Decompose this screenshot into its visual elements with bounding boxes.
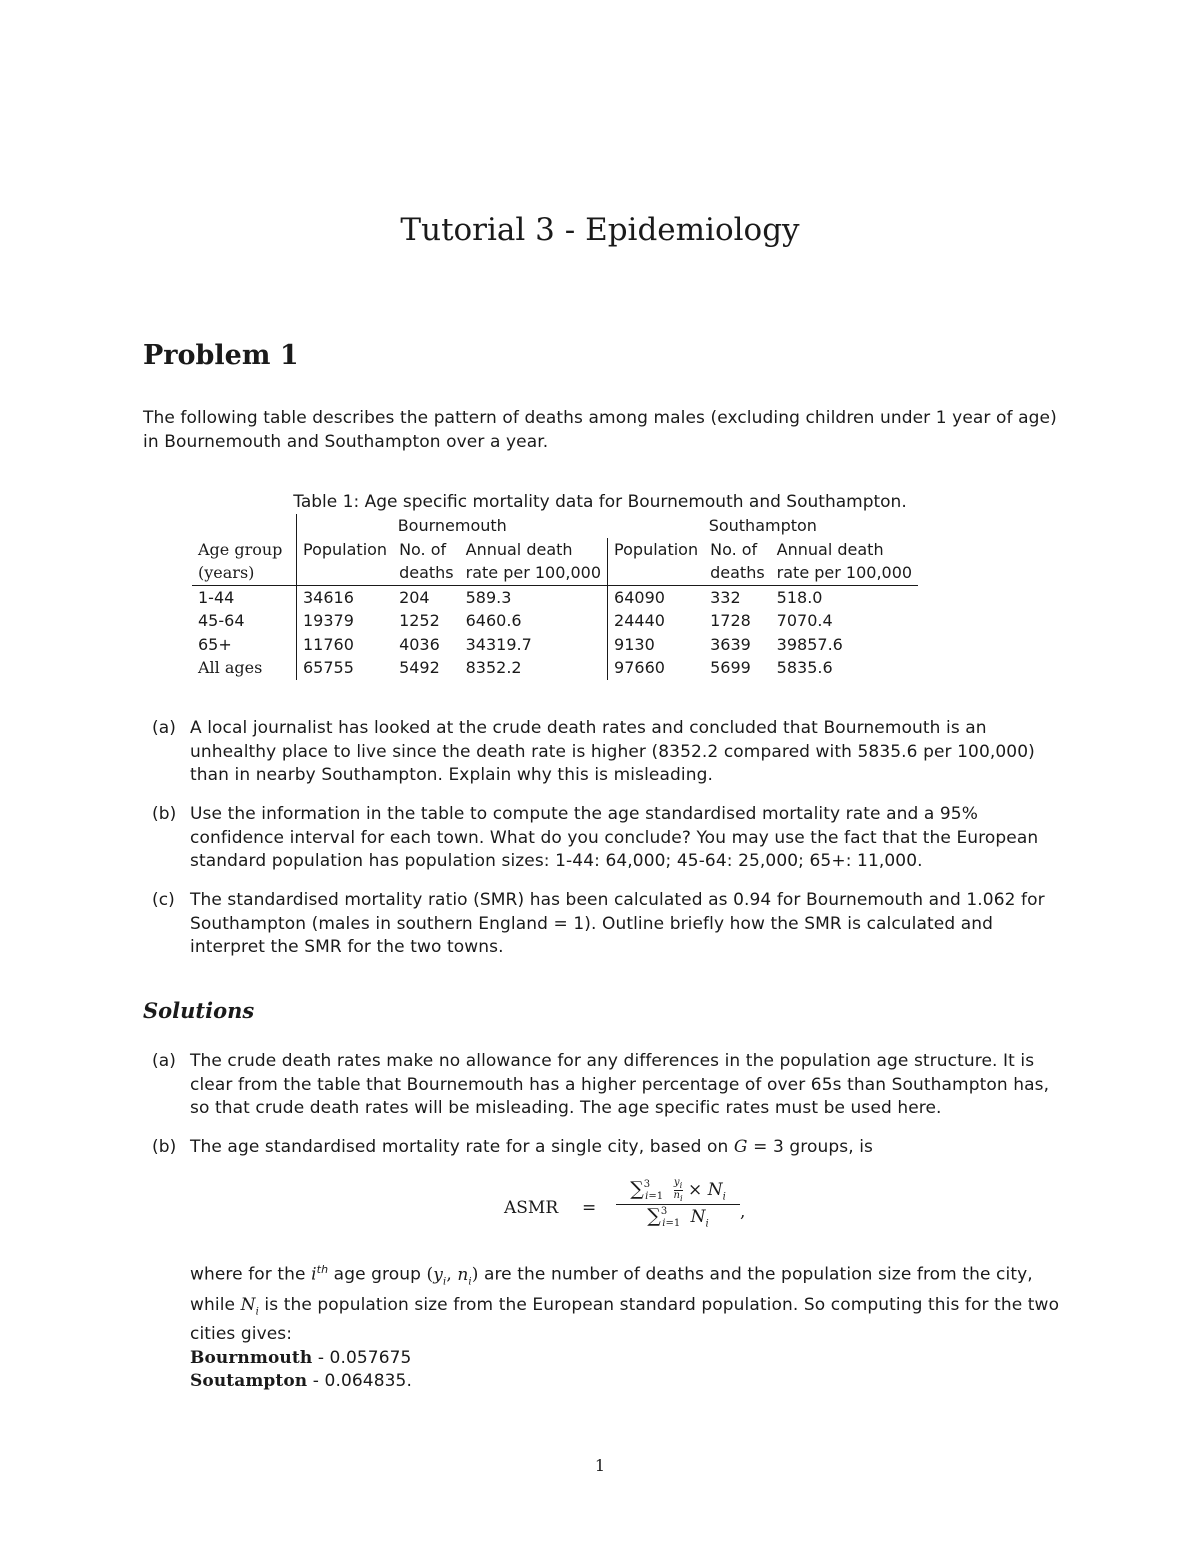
table-cell: 4036 [399,634,440,654]
table-cell: 7070.4 [776,611,833,630]
result-value: - 0.057675 [317,1347,412,1368]
table-row [192,585,918,609]
formula-fraction [616,1178,740,1231]
table-cell: 9130 [608,633,705,657]
table-cell: 34616 [297,585,394,609]
table-cell: 589.3 [465,587,512,607]
table-header-cell [297,561,394,585]
table-header-cell: rate per 100,000 [771,561,918,585]
solution-label: (b) [152,1137,177,1157]
solution-text: The crude death rates make no allowance for any differences in the population age structure. It is clear from the table that Bournemouth has a higher percentage of over 65s than Southampton has, so that crude death rates will be misleading. The age specific rates must be used here. [190,1051,1050,1118]
table-cell: 6460.6 [465,611,522,630]
table-header-cell: Annual death [465,539,573,559]
table-cell: 39857.6 [776,634,843,654]
table-row [192,609,918,633]
question-label: (c) [152,890,175,910]
table-cell: 1252 [399,611,440,630]
table-cell: 11760 [297,633,394,657]
result-label: Bournmouth [190,1347,313,1368]
table-header-cell: No. of [399,539,447,559]
table-header-cell: deaths [393,561,460,585]
question-label: (a) [152,718,176,738]
table-group-header-row [192,514,918,538]
table-header-row [192,561,918,585]
page-number: 1 [594,1456,606,1475]
question-text: A local journalist has looked at the crude death rates and concluded that Bournemouth is an unhealthy place to live since the death rate is higher (8352.2 compared with 5835.6 per 100,000) than in nearby Southampton. Explain why this is misleading. [190,718,1035,785]
intro-paragraph: The following table describes the pattern of deaths among males (excluding children under 1 year of age) in Bournemouth and Southampton over a year. [143,408,1057,452]
table-cell: 5699 [710,658,751,677]
group-header-southampton: Southampton [708,516,817,535]
table-cell: 24440 [608,609,705,633]
question-text: Use the information in the table to compute the age standardised mortality rate and a 95% confidence interval for each town. What do you conclude? You may use the fact that the European standard population has population sizes: 1-44: 64,000; 45-64: 25,000; 65+: 11,000. [190,804,1039,871]
table-header-row [192,538,918,562]
table-header-cell: Age group [198,539,283,559]
formula-numerator: $\sum^3_{i=1} \frac{y_i}{n_i} \times N_i$ [630,1177,726,1203]
table-header-cell: Population [608,538,705,562]
result-label: Soutampton [190,1371,308,1392]
page-title: Tutorial 3 - Epidemiology [400,212,800,248]
formula-equals: = [582,1198,597,1218]
group-header-bournemouth: Bournemouth [297,514,608,538]
question-text: The standardised mortality ratio (SMR) has been calculated as 0.94 for Bournemouth and 1.062 for Southampton (males in southern England = 1). Outline briefly how the SMR is calculated and interpret the SMR for the two towns. [190,890,1045,957]
table-cell: 518.0 [776,587,823,607]
solution-text: where for the $i^{th}$ age group ($y_i$, $n_i$) are the number of deaths and the population size from the city, while $N_i$ is the population size from the European standard population. So computing this for the two cities gives: Bournmouth - 0.057675 Soutampton - 0.064835. [190,1263,1060,1392]
table-cell: 5492 [399,658,440,677]
table-cell: 3639 [710,634,751,654]
table-cell: 97660 [608,656,705,680]
math-var-g: G [733,1137,748,1157]
table-cell: 332 [710,587,741,607]
mortality-table [192,514,918,680]
result-value: - 0.064835. [312,1371,412,1392]
table-cell: 45-64 [198,611,245,630]
table-cell: 1-44 [198,587,235,607]
table-row [192,656,918,680]
table-cell: 1728 [710,611,751,630]
table-cell: 8352.2 [465,658,522,677]
table-header-cell: (years) [192,561,297,585]
table-header-cell [608,561,705,585]
problem-heading: Problem 1 [143,340,299,371]
table-header-cell: No. of [710,539,758,559]
solutions-heading: Solutions [143,998,255,1023]
table-cell: 65+ [198,634,232,654]
table-cell: 204 [399,587,430,607]
table-header-cell: deaths [704,561,771,585]
table-header-cell: Population [297,538,394,562]
formula-lhs: ASMR [504,1198,559,1218]
table-cell: 5835.6 [776,658,833,677]
table-cell: 19379 [297,609,394,633]
table-header-cell: Annual death [776,539,884,559]
table-cell: 65755 [297,656,394,680]
solution-label: (a) [152,1051,176,1071]
solution-text: The age standardised mortality rate for a single city, based on G = 3 groups, is [190,1137,874,1157]
table-cell: 34319.7 [465,634,532,654]
table-cell: 64090 [608,585,705,609]
formula-denominator: ∑$^3_{i=1}$ $N_i$ [647,1205,709,1230]
table-header-cell: rate per 100,000 [460,561,608,585]
table-cell: All ages [198,658,263,677]
table-row [192,633,918,657]
table-caption: Table 1: Age specific mortality data for Bournemouth and Southampton. [293,492,907,512]
question-label: (b) [152,804,177,824]
